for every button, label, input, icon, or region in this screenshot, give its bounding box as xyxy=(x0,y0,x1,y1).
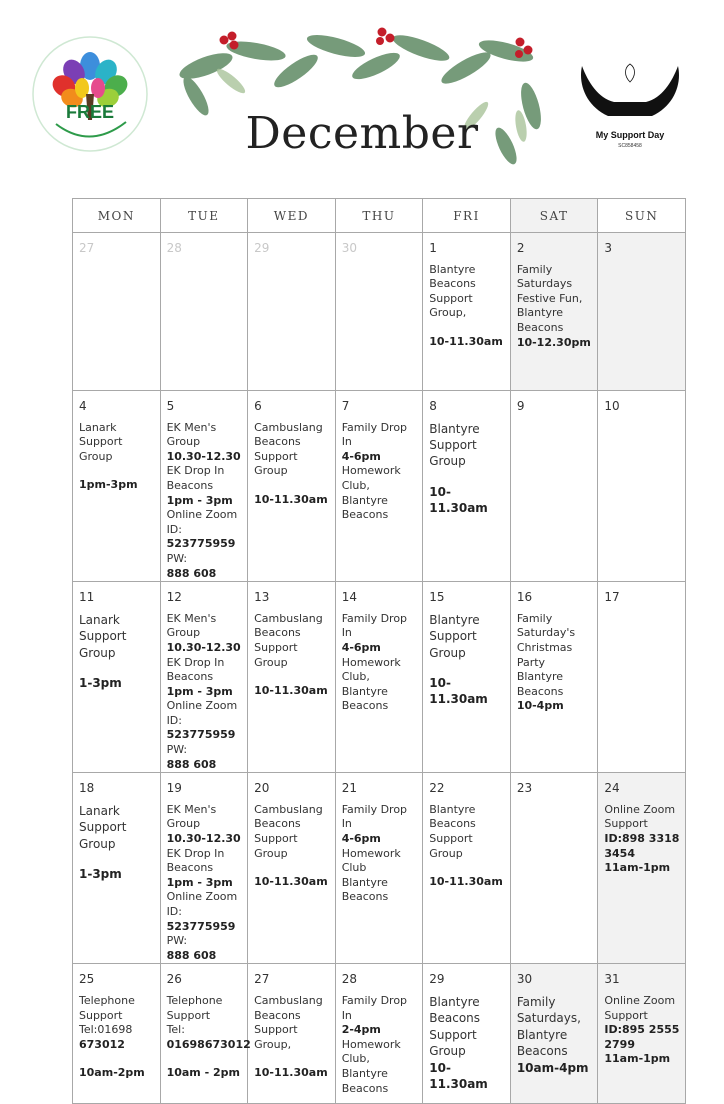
spacer xyxy=(167,1052,243,1066)
event-line: Beacons xyxy=(254,1008,301,1022)
week-row xyxy=(73,233,686,391)
event-line: 11am-1pm xyxy=(604,861,671,875)
day-number: 20 xyxy=(254,781,270,796)
weekday-mon: MON xyxy=(73,199,161,233)
event-line: EK Men's xyxy=(166,611,217,625)
event-line: Telephone xyxy=(79,993,135,1007)
day-cell xyxy=(510,964,598,1104)
event-line: Blantyre xyxy=(341,875,388,889)
event-line: Beacons xyxy=(516,1044,568,1059)
event-line: 1pm - 3pm xyxy=(166,684,233,698)
day-cell xyxy=(160,582,248,773)
event-line: 1-3pm xyxy=(79,867,122,882)
rainbow-tree-icon xyxy=(28,32,152,156)
event-line: Beacons xyxy=(341,890,389,904)
event-line: Beacons xyxy=(516,684,564,698)
calendar-grid xyxy=(72,198,686,1104)
day-cell xyxy=(73,391,161,582)
event-line: Support xyxy=(429,291,473,305)
event-line: Blantyre xyxy=(516,1027,568,1042)
event-line: Beacons xyxy=(254,626,301,640)
event-line: Beacons xyxy=(166,478,214,492)
event-line: 10-11.30am xyxy=(254,1066,328,1080)
event-line: 673012 xyxy=(79,1037,125,1051)
event-line: Support xyxy=(429,832,473,846)
event-line: Support xyxy=(429,629,477,644)
msd-number: SC858458 xyxy=(618,143,642,149)
event-line: 10.30-12.30 xyxy=(166,449,241,463)
event-line: Online Zoom xyxy=(166,508,238,522)
event-line: 10-11.30am xyxy=(429,875,503,889)
weekday-sat: SAT xyxy=(510,199,598,233)
day-number: 18 xyxy=(79,781,95,796)
event-line: Christmas xyxy=(516,640,573,654)
event-line: Group xyxy=(429,454,466,469)
event-line: 523775959 xyxy=(166,919,236,933)
day-number: 4 xyxy=(79,399,87,413)
event-line: Beacons xyxy=(166,861,214,875)
event-line: Tel:01698 xyxy=(79,1023,133,1037)
day-number: 7 xyxy=(341,399,350,413)
spacer xyxy=(429,470,505,484)
event-line: Lanark xyxy=(79,612,120,627)
day-number: 27 xyxy=(79,241,95,255)
day-cell xyxy=(160,233,248,391)
event-line: Blantyre xyxy=(516,306,563,320)
day-cell xyxy=(423,391,511,582)
free-logo xyxy=(28,32,152,156)
event-line: 01698673012 xyxy=(166,1037,251,1051)
month-title: December xyxy=(245,108,479,159)
event-line: 1pm-3pm xyxy=(79,478,138,492)
event-line: 10-11.30am xyxy=(429,484,488,516)
event-line: Family Drop In xyxy=(341,993,408,1022)
event-line: Support xyxy=(254,449,298,463)
event-line: 11am-1pm xyxy=(604,1052,671,1066)
event-line: Saturdays xyxy=(516,277,573,291)
event-line: Family xyxy=(516,994,556,1009)
event-line: Support xyxy=(254,640,298,654)
event-line: Support xyxy=(429,438,477,452)
event-line: PW: xyxy=(166,743,188,757)
day-cell xyxy=(510,582,598,773)
event-line: Group xyxy=(166,626,201,640)
event-line: Blantyre xyxy=(341,684,388,698)
event-line: Beacons xyxy=(429,1011,481,1026)
event-line: Club, xyxy=(341,478,370,492)
event-line: Telephone xyxy=(166,993,223,1007)
event-line: Festive Fun, xyxy=(516,291,583,305)
day-number: 13 xyxy=(254,590,270,605)
day-cell xyxy=(335,582,423,773)
event-line: Group, xyxy=(429,306,467,320)
event-line: Online Zoom xyxy=(166,890,238,904)
day-cell xyxy=(335,233,423,391)
event-line: Group xyxy=(429,645,466,660)
event-line: 10-11.30am xyxy=(429,334,503,348)
event-line: Group xyxy=(79,449,113,463)
day-number: 29 xyxy=(429,972,445,987)
event-line: 523775959 xyxy=(166,537,236,551)
day-number: 1 xyxy=(429,241,437,255)
event-line: Support xyxy=(79,435,123,449)
weekday-tue: TUE xyxy=(160,199,248,233)
spacer xyxy=(79,464,155,478)
event-line: EK Men's xyxy=(166,802,217,816)
event-line: Blantyre xyxy=(341,493,388,507)
event-line: Family Drop In xyxy=(341,611,408,640)
week-row xyxy=(73,964,686,1104)
event-line: 4-6pm xyxy=(341,449,381,463)
event-line: Blantyre xyxy=(516,670,563,684)
event-line: Cambuslang xyxy=(254,420,323,434)
weekday-header-row xyxy=(73,199,686,233)
event-line: Club xyxy=(341,861,367,875)
event-line: 10-11.30am xyxy=(254,875,328,889)
day-cell xyxy=(73,964,161,1104)
event-line: Family xyxy=(516,611,553,625)
day-cell xyxy=(248,773,336,964)
spacer xyxy=(429,661,505,675)
day-cell xyxy=(598,773,686,964)
event-line: Cambuslang xyxy=(254,611,323,625)
event-line: 4-6pm xyxy=(341,640,381,654)
weekday-wed: WED xyxy=(248,199,336,233)
day-cell xyxy=(248,391,336,582)
event-line: Beacons xyxy=(341,1081,389,1095)
day-number: 16 xyxy=(516,590,533,605)
event-line: 2-4pm xyxy=(341,1023,381,1037)
event-line: Blantyre xyxy=(429,994,480,1009)
event-line: Blantyre xyxy=(429,421,480,436)
day-cell xyxy=(423,582,511,773)
event-line: 10-11.30am xyxy=(254,492,328,506)
day-cell xyxy=(510,773,598,964)
event-line: 10-12.30pm xyxy=(516,335,591,349)
event-line: Support xyxy=(79,820,127,835)
event-line: 2799 xyxy=(604,1037,635,1051)
event-line: EK Drop In xyxy=(166,655,225,669)
event-line: 888 608 xyxy=(166,566,217,580)
my-support-day-logo xyxy=(578,62,682,157)
event-line: Group xyxy=(166,435,201,449)
event-line: Online Zoom xyxy=(604,802,676,816)
weekday-thu: THU xyxy=(335,199,423,233)
page-header xyxy=(0,0,724,195)
event-line: Group xyxy=(254,846,288,860)
day-number: 21 xyxy=(341,781,357,796)
event-line: Support xyxy=(604,817,648,831)
day-number: 23 xyxy=(516,781,533,796)
event-line: EK Drop In xyxy=(166,464,225,478)
event-line: Beacons xyxy=(429,817,476,831)
day-cell xyxy=(335,391,423,582)
day-cell xyxy=(73,582,161,773)
day-number: 17 xyxy=(604,590,620,605)
day-number: 14 xyxy=(341,590,357,605)
event-line: Online Zoom xyxy=(166,699,238,713)
spacer xyxy=(429,321,505,335)
free-logo-text: FREE xyxy=(65,102,114,122)
day-cell xyxy=(423,773,511,964)
event-line: Support xyxy=(254,1023,298,1037)
event-line: 1pm - 3pm xyxy=(166,875,233,889)
day-number: 30 xyxy=(516,972,533,987)
day-cell xyxy=(335,773,423,964)
spacer xyxy=(79,852,155,866)
event-line: 10-11.30am xyxy=(254,684,328,698)
day-cell xyxy=(248,233,336,391)
day-number: 28 xyxy=(166,241,182,255)
event-line: Group xyxy=(429,846,463,860)
event-line: Support xyxy=(79,1008,123,1022)
day-cell xyxy=(248,964,336,1104)
hands-flower-icon xyxy=(578,62,682,124)
event-line: ID:895 2555 xyxy=(604,1023,680,1037)
event-line: 1pm - 3pm xyxy=(166,493,233,507)
event-line: PW: xyxy=(166,551,188,565)
event-line: Beacons xyxy=(254,817,301,831)
event-line: Beacons xyxy=(341,508,389,522)
event-line: Tel: xyxy=(166,1023,185,1037)
day-number: 28 xyxy=(341,972,357,987)
week-row xyxy=(73,582,686,773)
day-number: 6 xyxy=(254,399,262,413)
day-cell xyxy=(510,391,598,582)
event-line: Blantyre xyxy=(429,262,476,276)
day-cell xyxy=(598,233,686,391)
event-line: 10.30-12.30 xyxy=(166,640,241,654)
event-line: Family Drop In xyxy=(341,802,408,831)
event-line: Beacons xyxy=(516,320,564,334)
spacer xyxy=(254,861,330,875)
event-line: ID: xyxy=(166,522,182,536)
day-cell xyxy=(598,582,686,773)
event-line: Beacons xyxy=(429,277,476,291)
event-line: EK Men's xyxy=(166,420,217,434)
event-line: ID: xyxy=(166,713,182,727)
event-line: Beacons xyxy=(254,435,301,449)
event-line: Saturday's xyxy=(516,626,576,640)
week-row xyxy=(73,391,686,582)
spacer xyxy=(254,1052,330,1066)
day-cell xyxy=(598,391,686,582)
event-line: Blantyre xyxy=(429,612,480,627)
event-line: Support xyxy=(604,1008,648,1022)
day-cell xyxy=(510,233,598,391)
day-cell xyxy=(73,233,161,391)
event-line: 10am-4pm xyxy=(516,1060,589,1075)
event-line: 3454 xyxy=(604,846,635,860)
event-line: 10am-2pm xyxy=(79,1066,145,1080)
event-line: ID:898 3318 xyxy=(604,832,680,846)
event-line: Group xyxy=(254,655,288,669)
event-line: Lanark xyxy=(79,803,120,818)
spacer xyxy=(254,670,330,684)
day-cell xyxy=(423,964,511,1104)
event-line: 10-11.30am xyxy=(429,1060,488,1091)
event-line: Support xyxy=(254,832,298,846)
event-line: Group xyxy=(429,1044,466,1059)
event-line: Party xyxy=(516,655,546,669)
event-line: 10am - 2pm xyxy=(166,1066,240,1080)
event-line: 4-6pm xyxy=(341,832,381,846)
event-line: ID: xyxy=(166,905,182,918)
event-line: EK Drop In xyxy=(166,846,225,860)
event-line: Group xyxy=(254,464,288,478)
day-number: 30 xyxy=(341,241,357,255)
day-number: 5 xyxy=(166,399,175,413)
event-line: Cambuslang xyxy=(254,993,323,1007)
day-number: 26 xyxy=(166,972,182,987)
day-number: 11 xyxy=(79,590,95,605)
day-cell xyxy=(423,233,511,391)
event-line: 1-3pm xyxy=(79,675,122,690)
event-line: Lanark xyxy=(79,420,117,434)
day-cell xyxy=(160,964,251,1104)
day-number: 25 xyxy=(79,972,95,987)
event-line: Beacons xyxy=(341,699,389,713)
day-number: 29 xyxy=(254,241,270,255)
day-number: 22 xyxy=(429,781,445,796)
day-number: 2 xyxy=(516,241,525,255)
event-line: 10-4pm xyxy=(516,699,564,713)
event-line: 888 608 xyxy=(166,757,217,771)
event-line: Support xyxy=(166,1008,211,1022)
event-line: 888 608 xyxy=(166,948,217,962)
day-number: 19 xyxy=(166,781,182,796)
spacer xyxy=(254,479,330,493)
day-cell xyxy=(248,582,336,773)
day-number: 15 xyxy=(429,590,445,605)
day-cell xyxy=(73,773,161,964)
event-line: Homework xyxy=(341,1037,401,1051)
event-line: Homework xyxy=(341,846,401,860)
event-line: 10-11.30am xyxy=(429,675,488,707)
calendar-body xyxy=(73,233,686,1104)
spacer xyxy=(79,661,155,675)
day-number: 8 xyxy=(429,399,437,413)
weekday-sun: SUN xyxy=(598,199,686,233)
day-number: 12 xyxy=(166,590,182,605)
event-line: 523775959 xyxy=(166,728,236,742)
day-number: 31 xyxy=(604,972,620,987)
day-number: 27 xyxy=(254,972,270,987)
day-cell xyxy=(335,964,423,1104)
event-line: PW: xyxy=(166,934,188,948)
event-line: Beacons xyxy=(166,670,214,684)
day-cell xyxy=(160,391,248,582)
event-line: Club, xyxy=(341,670,370,684)
event-line: Group xyxy=(79,645,116,660)
event-line: Family Drop In xyxy=(341,420,408,449)
event-line: Saturdays, xyxy=(516,1011,581,1026)
day-number: 10 xyxy=(604,399,620,413)
weekday-fri: FRI xyxy=(423,199,511,233)
event-line: Support xyxy=(429,1027,477,1042)
event-line: Club, Blantyre xyxy=(341,1052,388,1080)
day-cell xyxy=(160,773,248,964)
msd-name: My Support Day xyxy=(595,130,665,140)
day-number: 3 xyxy=(604,241,613,255)
event-line: Group xyxy=(166,817,201,831)
week-row xyxy=(73,773,686,964)
spacer xyxy=(79,1052,155,1066)
day-cell xyxy=(598,964,686,1104)
event-line: Family xyxy=(516,262,553,276)
day-number: 24 xyxy=(604,781,620,796)
event-line: Online Zoom xyxy=(604,993,676,1007)
event-line: Blantyre xyxy=(429,802,476,816)
spacer xyxy=(429,861,505,875)
event-line: 10.30-12.30 xyxy=(166,832,241,846)
day-number: 9 xyxy=(516,399,525,413)
event-line: Cambuslang xyxy=(254,802,323,816)
event-line: Homework xyxy=(341,464,401,478)
event-line: Group, xyxy=(254,1037,292,1051)
event-line: Group xyxy=(79,836,116,851)
event-line: Homework xyxy=(341,655,401,669)
event-line: Support xyxy=(79,629,127,644)
